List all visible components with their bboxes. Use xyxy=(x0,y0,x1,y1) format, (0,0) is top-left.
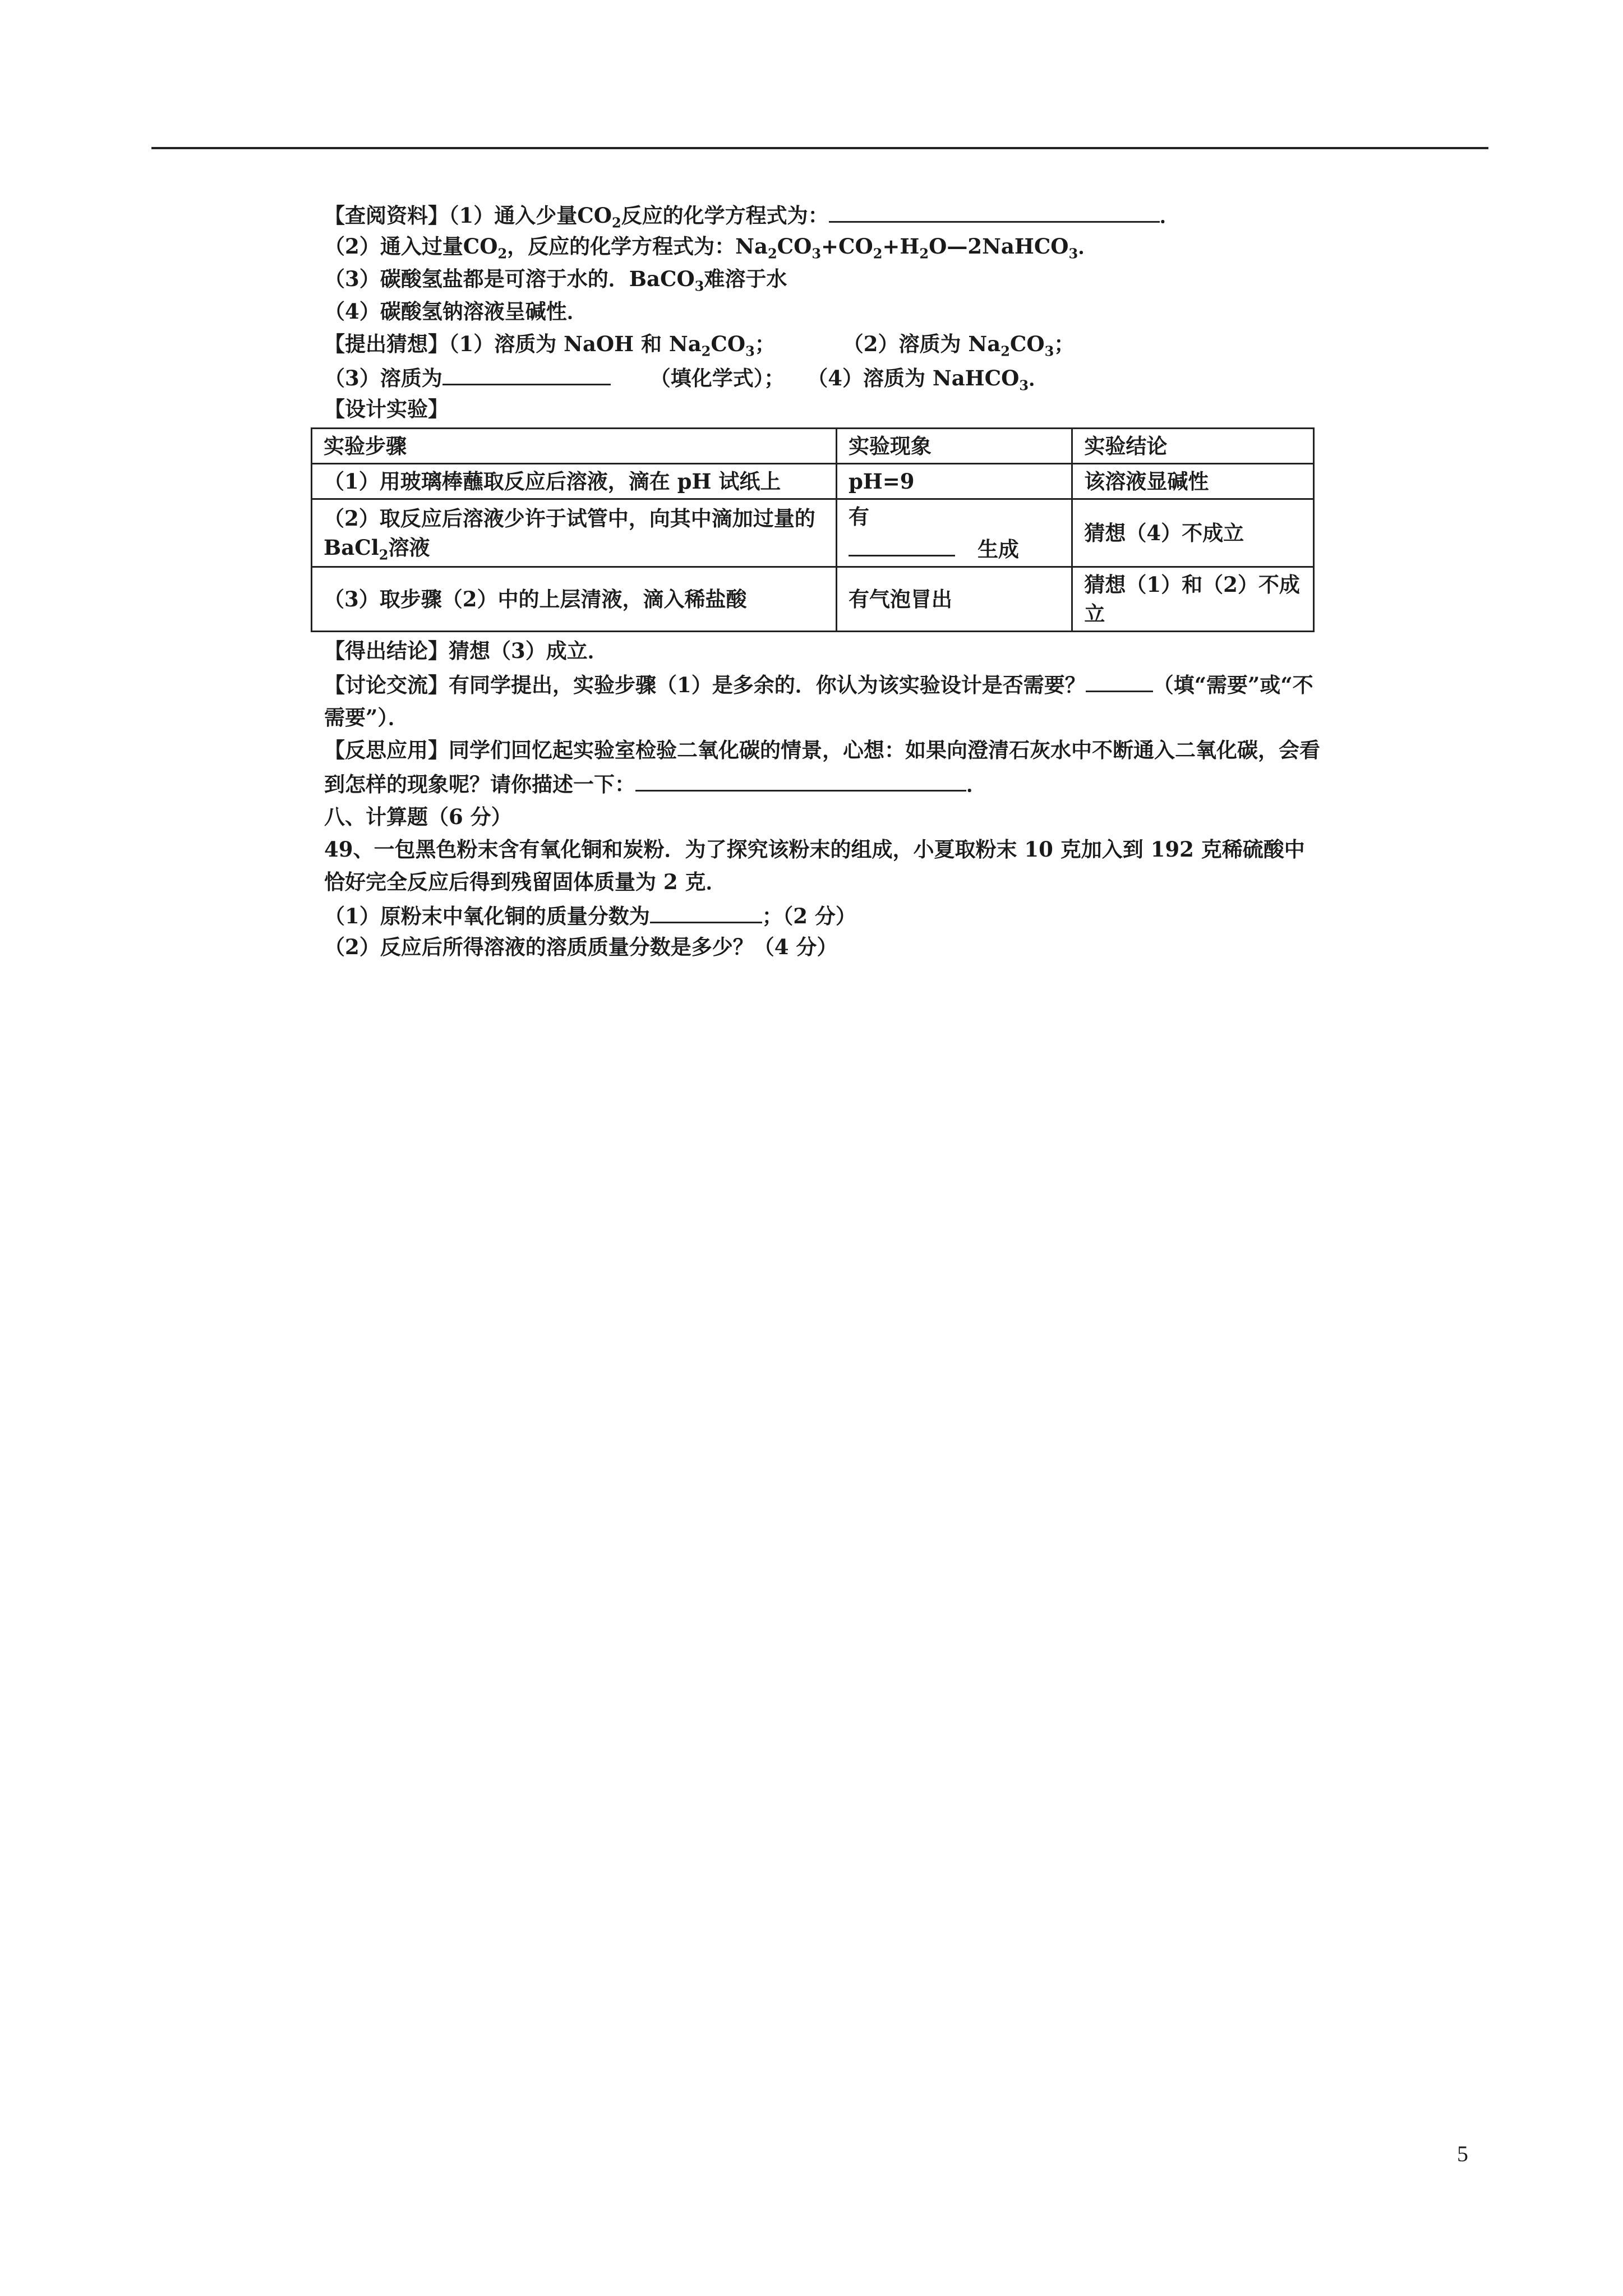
phenomenon-text: 生成 xyxy=(977,537,1019,562)
line-end: ． xyxy=(1159,203,1181,228)
header-rule xyxy=(151,147,1488,149)
lookup-line-2-b: ，反应的化学方程式为： xyxy=(507,234,736,259)
discussion-hint: （填“需要”或“不需要”）． xyxy=(324,673,1313,730)
answer-blank-needed[interactable] xyxy=(1086,667,1153,692)
table-row xyxy=(312,499,1314,567)
discussion-paragraph xyxy=(324,667,1322,734)
table-cell-conclusion: 该溶液显碱性 xyxy=(1072,464,1314,499)
separator: ； xyxy=(754,332,776,356)
equation-part: Na xyxy=(735,234,768,259)
equation-part: CO xyxy=(777,234,812,259)
answer-blank-mass-fraction[interactable] xyxy=(650,898,762,923)
formula-part: CO xyxy=(1009,332,1045,356)
subscript: 2 xyxy=(611,214,621,231)
answer-blank-equation[interactable] xyxy=(829,197,1160,223)
subscript: 3 xyxy=(811,245,822,262)
lookup-line-4: （4）碳酸氢钠溶液呈碱性． xyxy=(324,299,588,324)
line-end: ． xyxy=(1029,366,1050,390)
table-cell-step: （1）用玻璃棒蘸取反应后溶液，滴在 pH 试纸上 xyxy=(312,464,837,499)
table-cell-phenomenon xyxy=(836,499,1072,567)
table-cell-phenomenon: 有气泡冒出 xyxy=(836,567,1072,632)
separator: ； xyxy=(1054,332,1075,356)
subscript: 2 xyxy=(379,546,389,563)
subscript: 3 xyxy=(1019,377,1029,394)
experiment-table xyxy=(311,427,1315,632)
subscript: 2 xyxy=(919,245,929,262)
line-end: ． xyxy=(1078,234,1099,259)
question-49-part-1 xyxy=(324,898,1322,931)
subscript: 3 xyxy=(1068,245,1078,262)
phenomenon-text: 有 xyxy=(848,504,869,529)
table-cell-step xyxy=(312,499,837,567)
page-number: 5 xyxy=(1457,2141,1468,2166)
line-end: ． xyxy=(966,772,987,797)
reflection-text: 【反思应用】同学们回忆起实验室检验二氧化碳的情景，心想：如果向澄清石灰水中不断通入二氧化碳，会看到怎样的现象呢？请你描述一下： xyxy=(324,738,1320,797)
answer-blank-precipitate[interactable] xyxy=(849,531,955,556)
table-cell-conclusion: 猜想（1）和（2）不成立 xyxy=(1072,567,1314,632)
subscript: 2 xyxy=(767,245,777,262)
question-49-stem: 49、一包黑色粉末含有氧化铜和炭粉．为了探究该粉末的组成，小夏取粉末 10 克加入到 192 克稀硫酸中恰好完全反应后得到残留固体质量为 2 克． xyxy=(324,837,1305,894)
hypothesis-3: （3）溶质为 xyxy=(324,366,442,390)
table-cell-phenomenon: pH=9 xyxy=(836,464,1072,499)
table-row xyxy=(312,464,1314,499)
subscript: 2 xyxy=(1000,343,1010,360)
document-body xyxy=(324,197,1322,963)
lookup-line-2 xyxy=(324,230,1322,263)
section-heading-calculation: 八、计算题（6 分） xyxy=(324,804,512,829)
formula-part: CO xyxy=(711,332,746,356)
hypothesis-line-1 xyxy=(324,328,1322,360)
question-49-part-2: （2）反应后所得溶液的溶质质量分数是多少？（4 分） xyxy=(324,935,838,959)
answer-blank-phenomenon[interactable] xyxy=(635,766,966,792)
subscript: 3 xyxy=(745,343,755,360)
score-note: ；（2 分） xyxy=(762,904,856,928)
table-header-phenomenon: 实验现象 xyxy=(836,429,1072,464)
subscript: 2 xyxy=(873,245,883,262)
equation-part: O—2NaHCO xyxy=(929,234,1069,259)
reflection-paragraph xyxy=(324,734,1322,800)
question-text: （1）原粉末中氧化铜的质量分数为 xyxy=(324,904,650,928)
discussion-text: 【讨论交流】有同学提出，实验步骤（1）是多余的．你认为该实验设计是否需要？ xyxy=(324,673,1086,697)
lookup-line-2-a: （2）通入过量 xyxy=(324,234,463,259)
hypothesis-2: （2）溶质为 Na xyxy=(842,332,1001,356)
table-header-step: 实验步骤 xyxy=(312,429,837,464)
formula-co2: CO xyxy=(463,234,498,259)
table-header-conclusion: 实验结论 xyxy=(1072,429,1314,464)
formula-co2: CO xyxy=(577,203,612,228)
table-cell-conclusion: 猜想（4）不成立 xyxy=(1072,499,1314,567)
lookup-line-1-suffix: 反应的化学方程式为： xyxy=(621,203,829,228)
step-text: （2）取反应后溶液少许于试管中，向其中滴加过量的 BaCl xyxy=(324,506,815,560)
lookup-line-1 xyxy=(324,197,1322,230)
lookup-line-1-prefix: 【查阅资料】（1）通入少量 xyxy=(324,203,578,228)
table-header-row xyxy=(312,429,1314,464)
subscript: 2 xyxy=(497,245,508,262)
design-heading: 【设计实验】 xyxy=(324,397,449,421)
table-row xyxy=(312,567,1314,632)
equation-part: +H xyxy=(882,234,920,259)
lookup-line-3-a: （3）碳酸氢盐都是可溶于水的．BaCO xyxy=(324,266,695,291)
hypothesis-1: 【提出猜想】（1）溶质为 NaOH 和 Na xyxy=(324,332,702,356)
step-text: 溶液 xyxy=(388,535,430,560)
table-cell-step: （3）取步骤（2）中的上层清液，滴入稀盐酸 xyxy=(312,567,837,632)
subscript: 3 xyxy=(694,278,704,295)
hypothesis-line-2 xyxy=(324,360,1322,393)
hypothesis-4: （4）溶质为 NaHCO xyxy=(807,366,1020,390)
subscript: 2 xyxy=(701,343,711,360)
lookup-line-3 xyxy=(324,263,1322,295)
conclusion-line: 【得出结论】猜想（3）成立． xyxy=(324,638,608,663)
lookup-line-3-b: 难溶于水 xyxy=(704,266,787,291)
subscript: 3 xyxy=(1044,343,1054,360)
answer-blank-formula[interactable] xyxy=(442,360,611,385)
equation-part: +CO xyxy=(821,234,873,259)
fill-hint: （填化学式）； xyxy=(649,366,785,390)
